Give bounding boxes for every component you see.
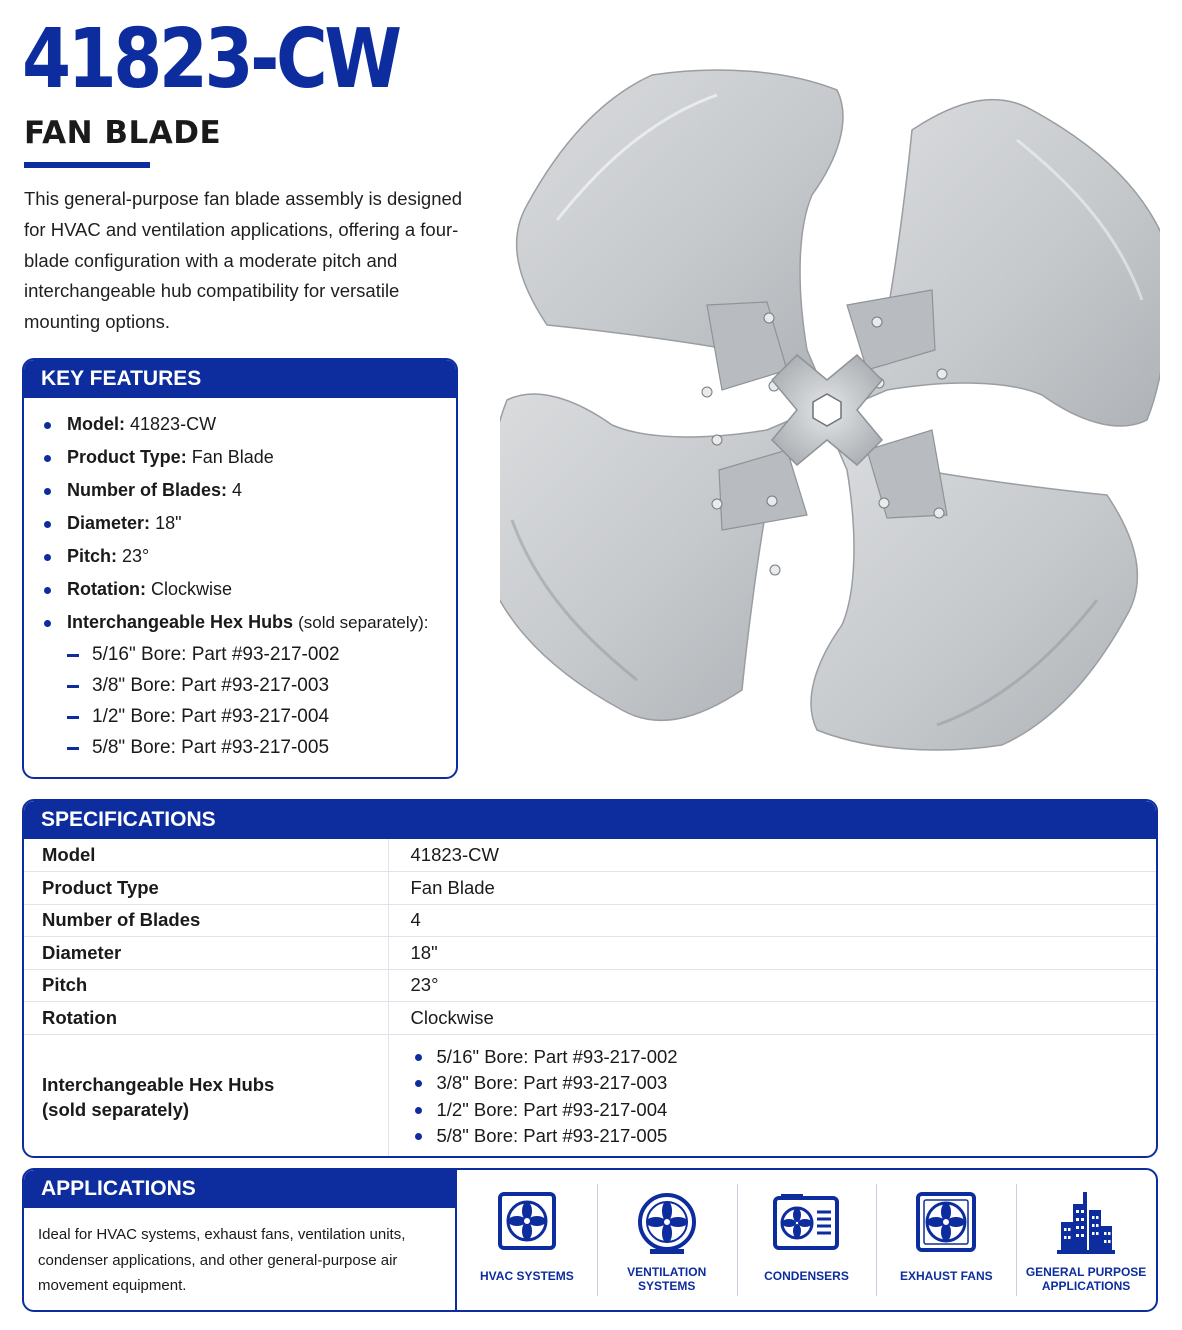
application-general — [1016, 1170, 1156, 1310]
feature-item: Model: 41823-CW — [44, 408, 456, 441]
hub-item: 5/8" Bore: Part #93-217-005 — [44, 732, 456, 763]
applications-description: Ideal for HVAC systems, exhaust fans, ventilation units, condenser applications, and other general-purpose air movement equipment. — [38, 1226, 406, 1294]
key-features-list — [24, 398, 456, 763]
application-hvac — [457, 1170, 597, 1310]
feature-item: Product Type: Fan Blade — [44, 441, 456, 474]
feature-item: Number of Blades: 4 — [44, 474, 456, 507]
blade — [852, 100, 1160, 426]
hub-item: 1/2" Bore: Part #93-217-004 — [44, 701, 456, 732]
application-label: CONDENSERS — [764, 1269, 849, 1283]
table-row: Diameter 18" — [24, 937, 1156, 970]
table-row: Rotation Clockwise — [24, 1002, 1156, 1035]
key-features-title: KEY FEATURES — [24, 360, 456, 398]
ventilation-fan-icon — [636, 1192, 698, 1256]
feature-item: Rotation: Clockwise — [44, 573, 456, 606]
list-item: 3/8" Bore: Part #93-217-003 — [411, 1070, 1157, 1097]
application-label: HVAC SYSTEMS — [480, 1269, 574, 1283]
hub-item: 3/8" Bore: Part #93-217-003 — [44, 670, 456, 701]
feature-item: Pitch: 23° — [44, 540, 456, 573]
application-label: VENTILATION SYSTEMS — [627, 1265, 707, 1293]
condenser-icon — [773, 1192, 839, 1250]
applications-panel — [22, 1168, 1158, 1312]
feature-item: Interchangeable Hex Hubs (sold separately): — [44, 606, 456, 639]
list-item: 5/16" Bore: Part #93-217-002 — [411, 1044, 1157, 1071]
blade — [500, 394, 802, 720]
exhaust-fan-icon — [916, 1192, 976, 1252]
table-row: Pitch 23° — [24, 969, 1156, 1002]
specifications-title: SPECIFICATIONS — [24, 801, 1156, 839]
application-label: EXHAUST FANS — [899, 1269, 993, 1283]
hub-item: 5/16" Bore: Part #93-217-002 — [44, 639, 456, 670]
table-row: Interchangeable Hex Hubs (sold separately) 5/16" Bore: Part #93-217-002 3/8" Bore: Part #93-217-003 1/2" Bore: Part #93-217-004 5/8" Bore: Part #93-217-005 — [24, 1034, 1156, 1158]
table-row: Number of Blades 4 — [24, 904, 1156, 937]
table-row: Product Type Fan Blade — [24, 872, 1156, 905]
hub-list — [411, 1044, 1157, 1150]
list-item: 1/2" Bore: Part #93-217-004 — [411, 1097, 1157, 1124]
blade — [517, 70, 843, 385]
specifications-panel — [22, 799, 1158, 1158]
blade — [811, 435, 1137, 750]
application-label: GENERAL PURPOSE APPLICATIONS — [1025, 1265, 1147, 1293]
feature-item: Diameter: 18" — [44, 507, 456, 540]
application-exhaust — [876, 1170, 1016, 1310]
table-row: Model 41823-CW — [24, 839, 1156, 872]
product-description: This general-purpose fan blade assembly is designed for HVAC and ventilation applications, offering a four-blade configuration with a moderate pitch and interchangeable hub compatibility for versatile mounting options. — [24, 188, 463, 333]
specifications-table — [24, 839, 1156, 1158]
list-item: 5/8" Bore: Part #93-217-005 — [411, 1123, 1157, 1150]
product-subtitle: FAN BLADE — [24, 115, 222, 151]
fan-blade-image — [500, 45, 1160, 775]
title-underline — [24, 162, 150, 168]
key-features-panel — [22, 358, 458, 779]
application-ventilation — [597, 1170, 737, 1310]
buildings-icon — [1057, 1192, 1115, 1254]
model-title: 41823-CW — [22, 12, 399, 107]
hub — [772, 355, 882, 465]
hvac-fan-icon — [498, 1192, 556, 1250]
application-condensers — [737, 1170, 877, 1310]
applications-title: APPLICATIONS — [24, 1170, 455, 1208]
